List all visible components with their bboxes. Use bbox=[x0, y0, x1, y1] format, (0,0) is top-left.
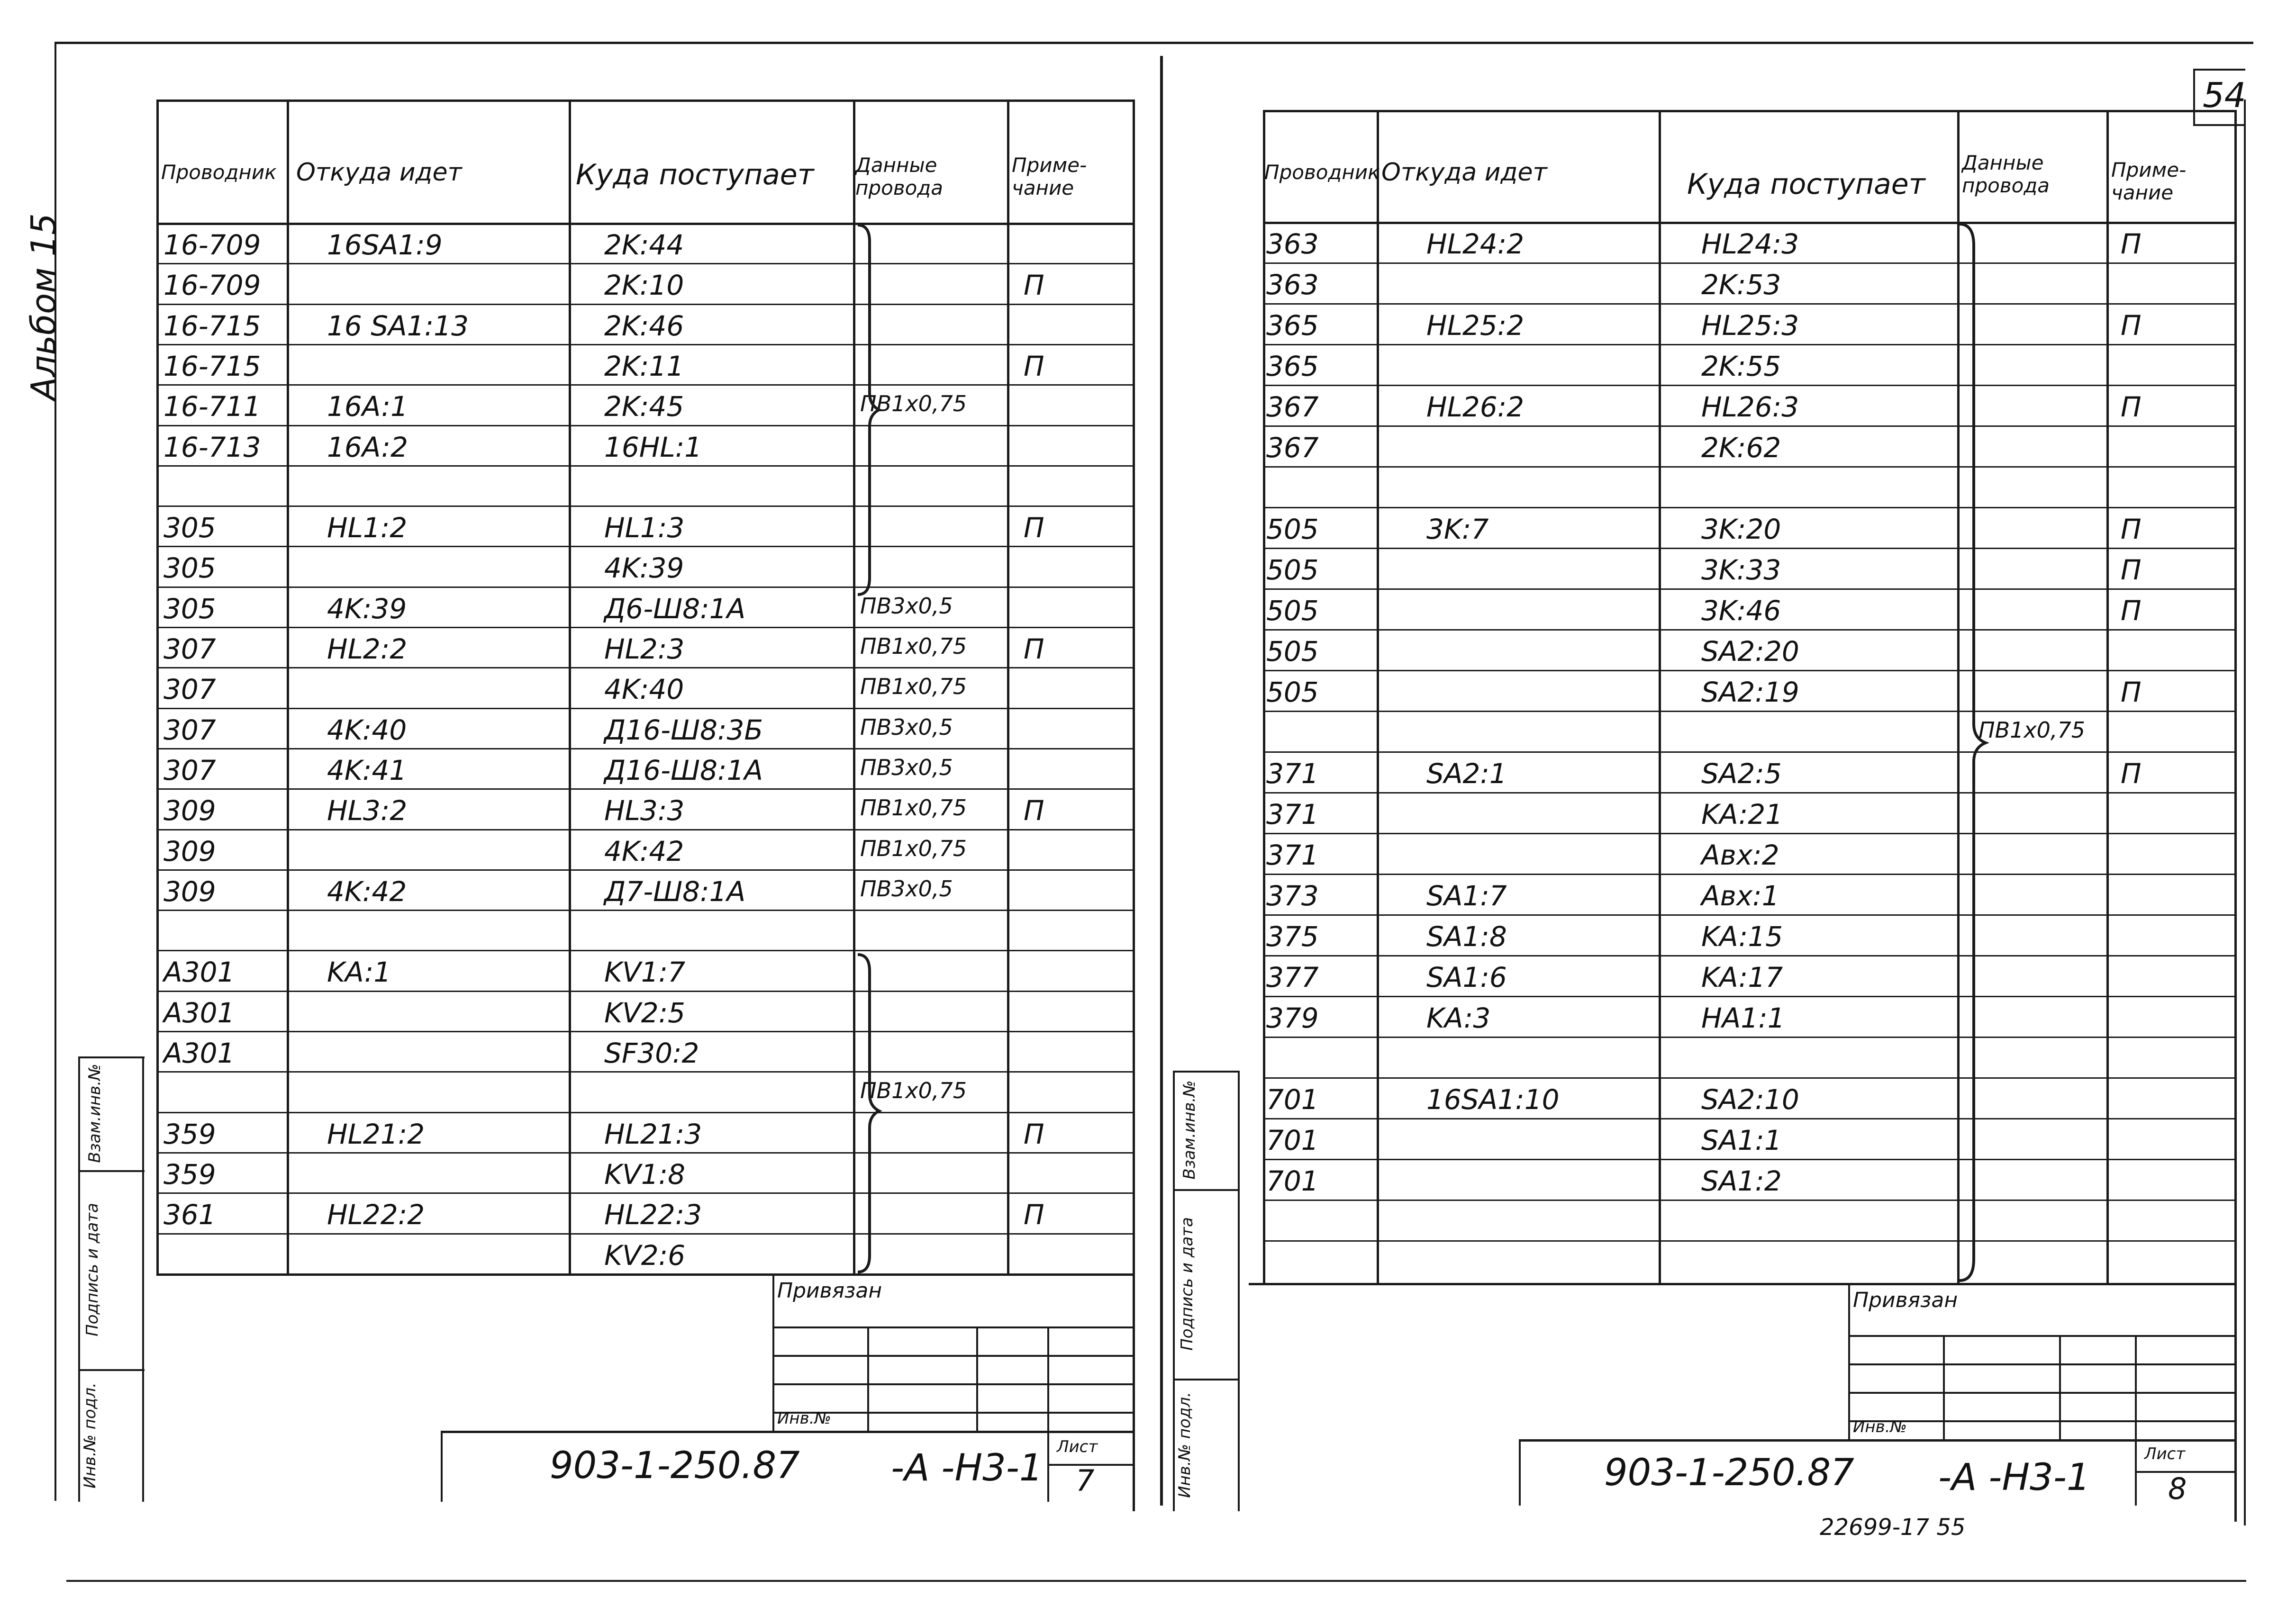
table-cell-to: 2K:11 bbox=[604, 350, 684, 382]
table-cell-wire: 505 bbox=[1266, 635, 1319, 668]
archive-number: 22699-17 55 bbox=[1820, 1514, 1966, 1541]
table-cell-wire: 701 bbox=[1266, 1165, 1319, 1197]
table-cell-note: П bbox=[1024, 794, 1044, 827]
table-cell-from: SA1:8 bbox=[1426, 920, 1507, 953]
album-label: Альбом 15 bbox=[24, 213, 64, 400]
right-header-from: Откуда идет bbox=[1381, 158, 1547, 187]
table-cell-wire: 16-715 bbox=[163, 350, 261, 382]
table-row-line bbox=[1263, 385, 2237, 386]
table-cell-wire: А301 bbox=[163, 996, 235, 1029]
table-row-line bbox=[156, 627, 1135, 628]
table-cell-data: ПВ3х0,5 bbox=[860, 875, 953, 902]
table-cell-from: HL24:2 bbox=[1426, 228, 1525, 260]
table-row-line bbox=[1263, 955, 2237, 956]
table-cell-wire: 359 bbox=[163, 1118, 216, 1150]
table-row-line bbox=[1263, 751, 2237, 753]
table-cell-note: П bbox=[1024, 633, 1044, 665]
page-number: 54 bbox=[2203, 75, 2246, 115]
table-row-line bbox=[156, 950, 1135, 951]
table-cell-wire: 307 bbox=[163, 754, 216, 786]
table-row-line bbox=[156, 384, 1135, 386]
table-cell-to: KV1:8 bbox=[604, 1158, 686, 1191]
table-row-line bbox=[1263, 1159, 2237, 1160]
table-cell-wire: 371 bbox=[1266, 798, 1319, 830]
table-cell-to: HL26:3 bbox=[1701, 391, 1799, 423]
table-cell-wire: 363 bbox=[1266, 228, 1319, 260]
table-cell-to: HL24:3 bbox=[1701, 228, 1799, 260]
table-row-line bbox=[156, 667, 1135, 668]
table-cell-from: KA:1 bbox=[327, 956, 391, 989]
table-row-line bbox=[1263, 303, 2237, 305]
table-cell-to: Авх:2 bbox=[1701, 839, 1779, 871]
left-side-sign-date: Подпись и дата bbox=[83, 1203, 102, 1336]
table-row-line bbox=[1263, 670, 2237, 671]
table-row-line bbox=[1263, 711, 2237, 712]
table-cell-wire: 371 bbox=[1266, 839, 1319, 871]
table-row-line bbox=[156, 869, 1135, 871]
table-cell-from: 16A:1 bbox=[327, 390, 408, 423]
table-cell-to: 2K:53 bbox=[1701, 269, 1781, 301]
right-sheet-label: Лист bbox=[2144, 1444, 2186, 1463]
table-cell-data: ПВ1х0,75 bbox=[860, 674, 967, 700]
table-cell-to: SA2:20 bbox=[1701, 635, 1799, 668]
left-stamp-bound: Привязан bbox=[777, 1279, 882, 1303]
table-cell-wire: 361 bbox=[163, 1199, 216, 1231]
table-row-line bbox=[156, 708, 1135, 709]
table-cell-to: 2K:10 bbox=[604, 269, 684, 302]
table-cell-note: П bbox=[1024, 1199, 1044, 1231]
table-cell-note: П bbox=[2121, 309, 2142, 342]
table-cell-wire: 375 bbox=[1266, 920, 1319, 953]
table-row-line bbox=[156, 263, 1135, 264]
table-cell-wire: 365 bbox=[1266, 309, 1319, 342]
table-cell-to: HL2:3 bbox=[604, 633, 685, 665]
table-cell-wire: 363 bbox=[1266, 269, 1319, 301]
table-row-line bbox=[1263, 996, 2237, 997]
table-row-line bbox=[1263, 833, 2237, 834]
right-side-inv-orig: Инв.№ подл. bbox=[1175, 1392, 1194, 1498]
table-cell-from: 4K:40 bbox=[327, 713, 407, 746]
table-cell-wire: 379 bbox=[1266, 1002, 1319, 1034]
table-cell-to: 3K:33 bbox=[1701, 554, 1781, 586]
table-cell-wire: 505 bbox=[1266, 554, 1319, 586]
table-cell-data: ПВ1х0,75 bbox=[860, 835, 967, 861]
table-cell-wire: 309 bbox=[163, 835, 216, 867]
left-header-note: Приме-чание bbox=[1012, 153, 1087, 200]
table-cell-from: SA2:1 bbox=[1426, 758, 1507, 790]
table-cell-to: SA2:5 bbox=[1701, 758, 1782, 790]
table-row-line bbox=[156, 788, 1135, 790]
table-row-line bbox=[1263, 1037, 2237, 1038]
table-cell-data: ПВ1х0,75 bbox=[1978, 717, 2086, 743]
table-cell-wire: 371 bbox=[1266, 758, 1319, 790]
table-cell-data: ПВ3х0,5 bbox=[860, 593, 953, 619]
table-row-line bbox=[1263, 1240, 2237, 1242]
table-row-line bbox=[156, 1031, 1135, 1032]
table-row-line bbox=[156, 505, 1135, 507]
table-row-line bbox=[1263, 507, 2237, 508]
table-cell-note: П bbox=[1024, 1118, 1044, 1150]
table-cell-wire: 305 bbox=[163, 552, 216, 585]
table-cell-to: KA:17 bbox=[1701, 961, 1783, 993]
table-cell-note: П bbox=[1024, 512, 1044, 544]
table-cell-note: П bbox=[2121, 513, 2142, 545]
table-row-line bbox=[156, 586, 1135, 588]
table-cell-from: HL3:2 bbox=[327, 794, 408, 827]
table-row-line bbox=[1263, 425, 2237, 427]
left-side-inv-orig: Инв.№ подл. bbox=[81, 1382, 100, 1489]
table-cell-wire: 367 bbox=[1266, 391, 1319, 423]
table-cell-to: HA1:1 bbox=[1701, 1002, 1785, 1034]
table-cell-to: KA:15 bbox=[1701, 920, 1783, 953]
table-cell-wire: 309 bbox=[163, 794, 216, 827]
table-row-line bbox=[1263, 1118, 2237, 1119]
table-cell-note: П bbox=[2121, 676, 2142, 708]
table-cell-wire: 373 bbox=[1266, 880, 1319, 912]
table-cell-to: 2K:62 bbox=[1701, 432, 1781, 464]
left-doc-suffix: -А -Н3-1 bbox=[891, 1447, 1043, 1489]
table-cell-note: П bbox=[2121, 554, 2142, 586]
table-row-line bbox=[1263, 548, 2237, 549]
table-cell-to: HL25:3 bbox=[1701, 309, 1799, 342]
right-side-replace-inv: Взам.инв.№ bbox=[1180, 1080, 1199, 1180]
table-cell-data: ПВ1х0,75 bbox=[860, 1078, 967, 1104]
table-cell-to: 4K:42 bbox=[604, 835, 684, 867]
table-cell-data: ПВ3х0,5 bbox=[860, 714, 953, 740]
table-row-line bbox=[156, 304, 1135, 305]
table-cell-data: ПВ1х0,75 bbox=[860, 391, 967, 417]
table-cell-wire: А301 bbox=[163, 956, 235, 989]
table-row-line bbox=[156, 829, 1135, 830]
table-cell-from: HL2:2 bbox=[327, 633, 408, 665]
table-cell-from: 16SA1:9 bbox=[327, 229, 443, 261]
table-cell-wire: 701 bbox=[1266, 1124, 1319, 1156]
table-row-line bbox=[156, 910, 1135, 911]
table-cell-wire: А301 bbox=[163, 1037, 235, 1069]
table-cell-to: 4K:39 bbox=[604, 552, 684, 585]
table-cell-from: 16 SA1:13 bbox=[327, 309, 469, 342]
table-cell-to: SA1:2 bbox=[1701, 1165, 1782, 1197]
table-cell-to: HL1:3 bbox=[604, 512, 685, 544]
left-brace-upper bbox=[855, 223, 884, 597]
table-cell-wire: 307 bbox=[163, 633, 216, 665]
table-cell-from: HL21:2 bbox=[327, 1118, 425, 1150]
table-cell-to: SA2:10 bbox=[1701, 1083, 1799, 1116]
table-cell-from: HL22:2 bbox=[327, 1199, 425, 1231]
table-cell-wire: 367 bbox=[1266, 432, 1319, 464]
table-cell-wire: 701 bbox=[1266, 1083, 1319, 1116]
table-cell-from: 16A:2 bbox=[327, 431, 408, 463]
table-cell-wire: 307 bbox=[163, 673, 216, 706]
table-cell-wire: 505 bbox=[1266, 513, 1319, 545]
table-cell-from: 16SA1:10 bbox=[1426, 1083, 1560, 1116]
table-cell-to: 16HL:1 bbox=[604, 431, 702, 463]
table-row-line bbox=[156, 1192, 1135, 1194]
table-cell-wire: 16-709 bbox=[163, 269, 261, 302]
table-cell-from: HL1:2 bbox=[327, 512, 408, 544]
table-cell-from: 4K:42 bbox=[327, 875, 407, 908]
table-row-line bbox=[1263, 629, 2237, 631]
left-header-wire: Проводник bbox=[161, 161, 277, 184]
table-row-line bbox=[156, 991, 1135, 992]
table-cell-to: 2K:46 bbox=[604, 309, 684, 342]
table-cell-to: KV1:7 bbox=[604, 956, 686, 989]
table-cell-from: SA1:7 bbox=[1426, 880, 1507, 912]
table-cell-to: KA:21 bbox=[1701, 798, 1783, 830]
table-row-line bbox=[156, 748, 1135, 749]
table-cell-note: П bbox=[1024, 350, 1044, 382]
table-cell-to: Д16-Ш8:1А bbox=[604, 754, 763, 786]
table-cell-from: 4K:39 bbox=[327, 592, 407, 625]
table-cell-wire: 377 bbox=[1266, 961, 1319, 993]
left-header-data: Данные провода bbox=[855, 153, 944, 200]
right-brace bbox=[1957, 222, 1990, 1283]
right-header-to: Куда поступает bbox=[1687, 168, 1925, 201]
table-cell-note: П bbox=[1024, 269, 1044, 302]
table-cell-wire: 305 bbox=[163, 592, 216, 625]
left-header-to: Куда поступает bbox=[576, 158, 814, 191]
table-row-line bbox=[156, 1112, 1135, 1113]
table-row-line bbox=[156, 546, 1135, 547]
table-row-line bbox=[156, 344, 1135, 345]
table-cell-to: Д16-Ш8:3Б bbox=[604, 713, 763, 746]
left-header-from: Откуда идет bbox=[296, 158, 462, 187]
table-cell-from: SA1:6 bbox=[1426, 961, 1507, 993]
table-cell-from: HL25:2 bbox=[1426, 309, 1525, 342]
right-stamp-bound: Привязан bbox=[1853, 1288, 1958, 1312]
left-sheet-label: Лист bbox=[1057, 1437, 1098, 1456]
table-cell-to: SA1:1 bbox=[1701, 1124, 1782, 1156]
table-cell-from: 4K:41 bbox=[327, 754, 407, 786]
table-row-line bbox=[156, 1233, 1135, 1235]
table-row-line bbox=[1263, 1200, 2237, 1201]
table-row-line bbox=[1263, 874, 2237, 875]
right-stamp-inv: Инв.№ bbox=[1853, 1417, 1907, 1436]
left-stamp-inv: Инв.№ bbox=[777, 1409, 831, 1428]
left-brace-lower bbox=[855, 952, 884, 1274]
left-sheet-number: 7 bbox=[1076, 1463, 1095, 1498]
table-cell-wire: 305 bbox=[163, 512, 216, 544]
table-cell-wire: 16-709 bbox=[163, 229, 261, 261]
table-cell-data: ПВ1х0,75 bbox=[860, 795, 967, 821]
table-cell-to: KV2:6 bbox=[604, 1239, 686, 1272]
right-side-sign-date: Подпись и дата bbox=[1178, 1217, 1197, 1351]
table-cell-from: KA:3 bbox=[1426, 1002, 1491, 1034]
table-cell-to: SF30:2 bbox=[604, 1037, 699, 1069]
table-cell-to: Д7-Ш8:1А bbox=[604, 875, 746, 908]
table-cell-to: HL22:3 bbox=[604, 1199, 702, 1231]
table-cell-from: HL26:2 bbox=[1426, 391, 1525, 423]
table-cell-wire: 505 bbox=[1266, 676, 1319, 708]
table-cell-wire: 505 bbox=[1266, 595, 1319, 627]
table-cell-note: П bbox=[2121, 595, 2142, 627]
table-cell-to: 2K:55 bbox=[1701, 350, 1781, 382]
table-cell-to: Авх:1 bbox=[1701, 880, 1779, 912]
table-cell-to: 3K:46 bbox=[1701, 595, 1781, 627]
table-row-line bbox=[1263, 466, 2237, 468]
table-row-line bbox=[1263, 1077, 2237, 1079]
table-cell-wire: 307 bbox=[163, 713, 216, 746]
table-cell-to: 2K:44 bbox=[604, 229, 684, 261]
table-row-line bbox=[1263, 792, 2237, 794]
table-cell-note: П bbox=[2121, 228, 2142, 260]
right-doc-code: 903-1-250.87 bbox=[1604, 1452, 1854, 1494]
table-cell-to: 4K:40 bbox=[604, 673, 684, 706]
table-cell-to: 3K:20 bbox=[1701, 513, 1781, 545]
table-row-line bbox=[1263, 588, 2237, 590]
table-row-line bbox=[156, 425, 1135, 426]
table-cell-to: HL3:3 bbox=[604, 794, 685, 827]
table-row-line bbox=[1263, 344, 2237, 345]
table-cell-wire: 16-715 bbox=[163, 309, 261, 342]
table-cell-data: ПВ3х0,5 bbox=[860, 754, 953, 780]
table-row-line bbox=[156, 1152, 1135, 1154]
table-cell-wire: 359 bbox=[163, 1158, 216, 1191]
table-cell-note: П bbox=[2121, 391, 2142, 423]
table-row-line bbox=[156, 1071, 1135, 1073]
table-row-line bbox=[1263, 914, 2237, 916]
right-header-note: Приме-чание bbox=[2111, 158, 2187, 205]
left-side-replace-inv: Взам.инв.№ bbox=[85, 1064, 104, 1163]
right-header-wire: Проводник bbox=[1264, 161, 1380, 184]
table-cell-wire: 16-711 bbox=[163, 390, 261, 423]
table-cell-to: SA2:19 bbox=[1701, 676, 1799, 708]
table-cell-from: 3K:7 bbox=[1426, 513, 1489, 545]
table-cell-wire: 365 bbox=[1266, 350, 1319, 382]
table-cell-to: 2K:45 bbox=[604, 390, 684, 423]
right-sheet-number: 8 bbox=[2168, 1471, 2187, 1506]
table-cell-note: П bbox=[2121, 758, 2142, 790]
right-doc-suffix: -А -Н3-1 bbox=[1938, 1456, 2090, 1499]
table-cell-wire: 16-713 bbox=[163, 431, 261, 463]
table-cell-to: HL21:3 bbox=[604, 1118, 702, 1150]
table-cell-wire: 309 bbox=[163, 875, 216, 908]
table-cell-to: KV2:5 bbox=[604, 996, 686, 1029]
table-cell-to: Д6-Ш8:1А bbox=[604, 592, 746, 625]
table-cell-data: ПВ1х0,75 bbox=[860, 633, 967, 659]
left-doc-code: 903-1-250.87 bbox=[550, 1444, 800, 1487]
table-row-line bbox=[1263, 262, 2237, 264]
table-row-line bbox=[156, 465, 1135, 467]
right-header-data: Данные провода bbox=[1962, 151, 2050, 198]
